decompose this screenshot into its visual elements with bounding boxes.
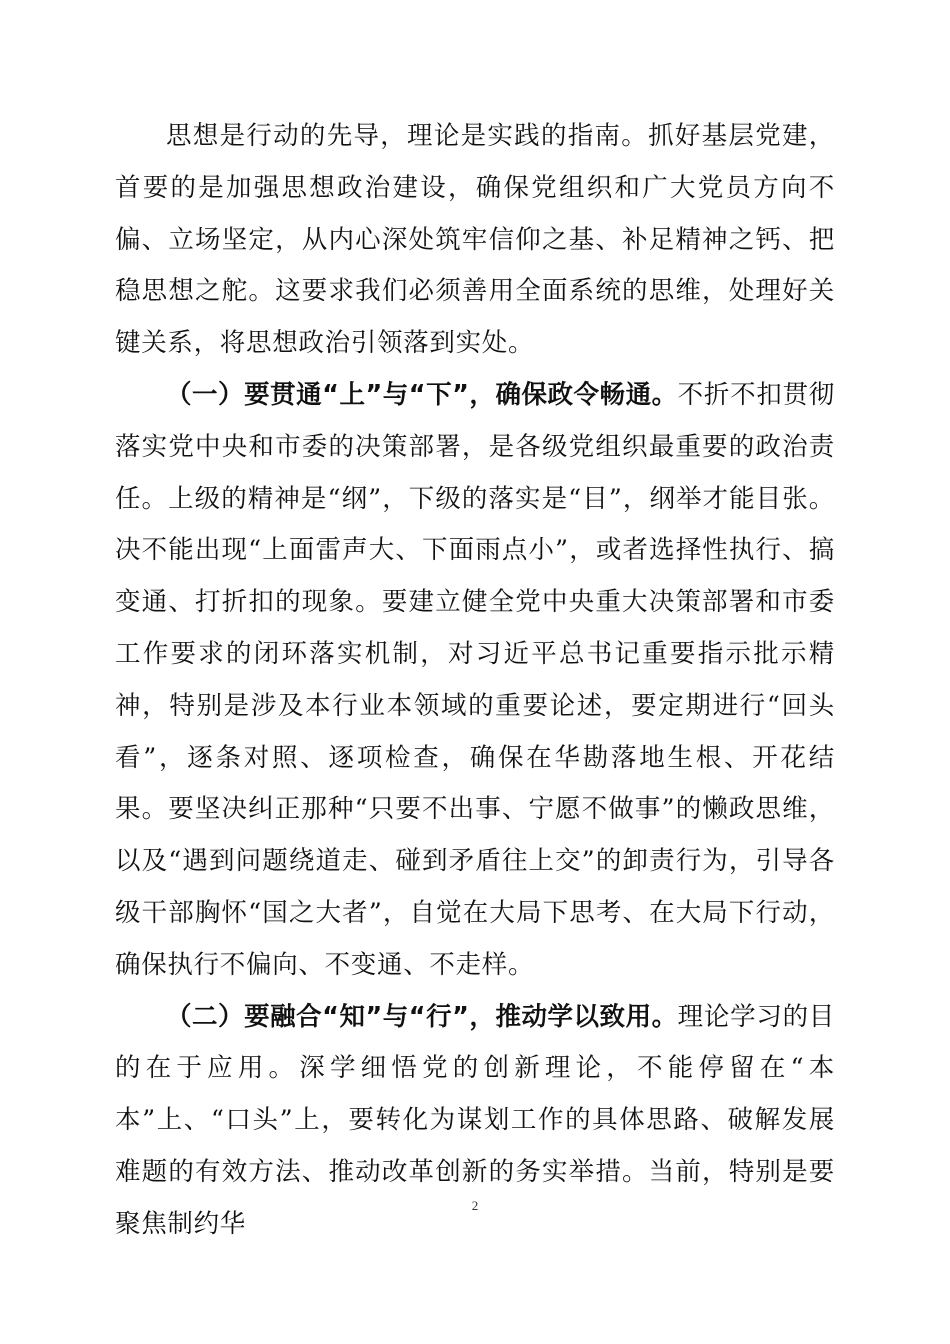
paragraph-intro-text: 思想是行动的先导，理论是实践的指南。抓好基层党建，首要的是加强思想政治建设，确保党组织和广大党员方向不偏、立场坚定，从内心深处筑牢信仰之基、补足精神之钙、把稳思想之舵。这要求我们必须善用全面系统的思维，处理好关键关系，将思想政治引领落到实处。 [115, 121, 835, 359]
paragraph-intro [115, 111, 835, 370]
section-1-text: 不折不扣贯彻落实党中央和市委的决策部署，是各级党组织最重要的政治责任。上级的精神是“纲”，下级的落实是“目”，纲举才能目张。决不能出现“上面雷声大、下面雨点小”，或者选择性执行、搞变通、打折扣的现象。要建立健全党中央重大决策部署和市委工作要求的闭环落实机制，对习近平总书记重要指示批示精神，特别是涉及本行业本领域的重要论述，要定期进行“回头看”，逐条对照、逐项检查，确保在华勘落地生根、开花结果。要坚决纠正那种“只要不出事、宁愿不做事”的懒政思维，以及“遇到问题绕道走、碰到矛盾往上交”的卸责行为，引导各级干部胸怀“国之大者”，自觉在大局下思考、在大局下行动，确保执行不偏向、不变通、不走样。 [115, 379, 836, 980]
paragraph-section-1 [115, 370, 835, 992]
section-2-text: 理论学习的目的在于应用。深学细悟党的创新理论，不能停留在“本本”上、“口头”上，要转化为谋划工作的具体思路、破解发展难题的有效方法、推动改革创新的务实举措。当前，特别是要聚焦制约华 [115, 1001, 836, 1239]
section-2-heading: （二）要融合“知”与“行”，推动学以致用。 [166, 1001, 678, 1032]
section-1-heading: （一）要贯通“上”与“下”，确保政令畅通。 [166, 379, 678, 410]
document-body [115, 111, 835, 1251]
page-number: 2 [471, 1198, 479, 1213]
